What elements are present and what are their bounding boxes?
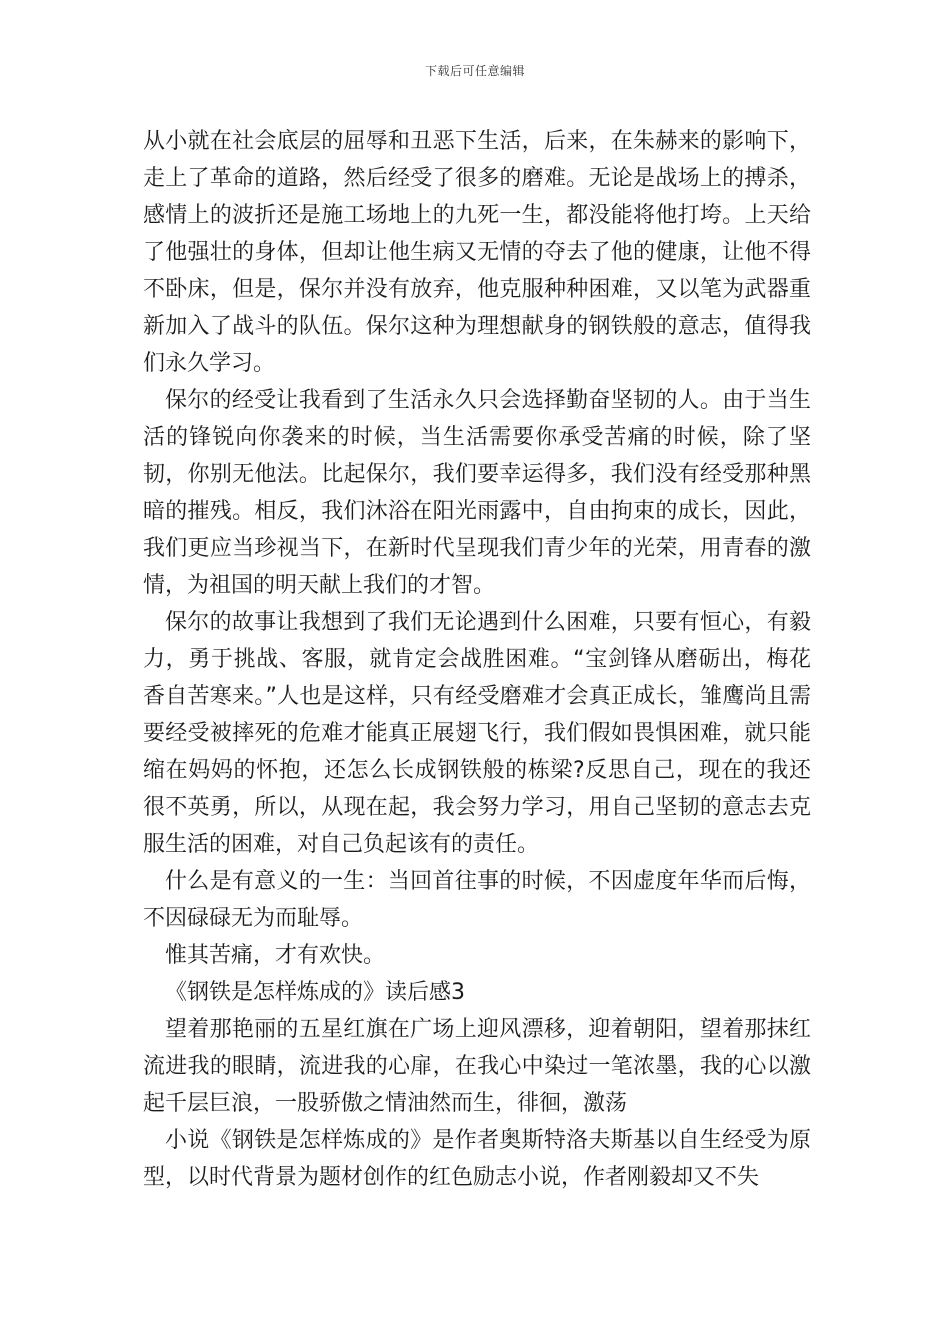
page-header: 下载后可任意编辑: [424, 64, 525, 78]
paragraph: 什么是有意义的一生：当回首往事的时候，不因虚度年华而后悔，不因碌碌无为而耻辱。: [143, 869, 811, 931]
paragraph: 保尔的故事让我想到了我们无论遇到什么困难，只要有恒心，有毅力，勇于挑战、客服，就肯定会战胜困难。“宝剑锋从磨砺出，梅花香自苦寒来。”人也是这样，只有经受磨难才会真正成长，雏鹰尚且需要经受被摔死的危难才能真正展翅飞行，我们假如畏惧困难，就只能缩在妈妈的怀抱，还怎么长成钢铁般的栋梁?反思自己，现在的我还很不英勇，所以，从现在起，我会努力学习，用自己坚韧的意志去克服生活的困难，对自己负起该有的责任。: [143, 610, 811, 857]
paragraph-continuation: 从小就在社会底层的屈辱和丑恶下生活，后来，在朱赫来的影响下，走上了革命的道路，然后经受了很多的磨难。无论是战场上的搏杀，感情上的波折还是施工场地上的九死一生，都没能将他打垮。上天给了他强壮的身体，但却让他生病又无情的夺去了他的健康，让他不得不卧床，但是，保尔并没有放弃，他克服种种困难，又以笔为武器重新加入了战斗的队伍。保尔这种为理想献身的钢铁般的意志，值得我们永久学习。: [143, 129, 811, 376]
document-body: [143, 123, 811, 1196]
paragraph: 惟其苦痛，才有欢快。: [165, 943, 386, 968]
paragraph: 小说《钢铁是怎样炼成的》是作者奥斯特洛夫斯基以自生经受为原型，以时代背景为题材创作的红色励志小说，作者刚毅却又不失: [143, 1128, 811, 1190]
paragraph: 望着那艳丽的五星红旗在广场上迎风漂移，迎着朝阳，望着那抹红流进我的眼睛，流进我的心扉，在我心中染过一笔浓墨，我的心以激起千层巨浪，一股骄傲之情油然而生，徘徊，激荡: [143, 1017, 811, 1116]
section-title: 《钢铁是怎样炼成的》读后感3: [165, 980, 465, 1005]
paragraph: 保尔的经受让我看到了生活永久只会选择勤奋坚韧的人。由于当生活的锋锐向你袭来的时候，当生活需要你承受苦痛的时候，除了坚韧，你别无他法。比起保尔，我们要幸运得多，我们没有经受那种黑暗的摧残。相反，我们沐浴在阳光雨露中，自由拘束的成长，因此，我们更应当珍视当下，在新时代呈现我们青少年的光荣，用青春的激情，为祖国的明天献上我们的才智。: [143, 388, 811, 598]
